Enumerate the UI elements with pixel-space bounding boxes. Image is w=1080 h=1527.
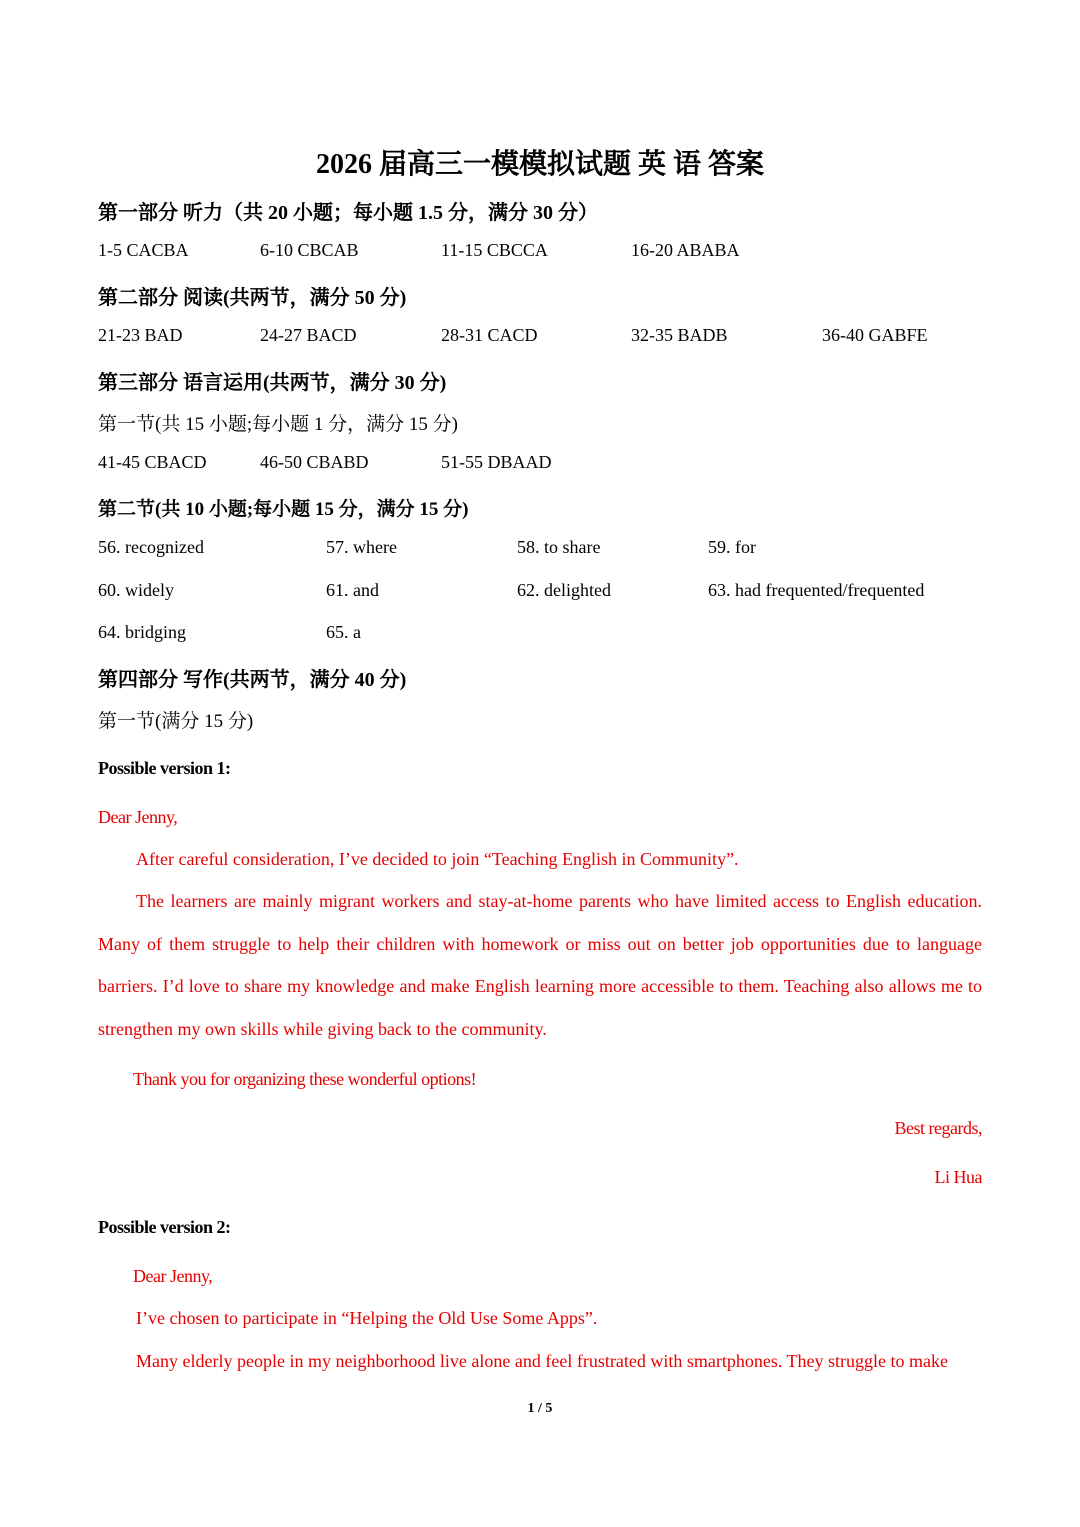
part3-section2-heading: 第二节(共 10 小题;每小题 15 分，满分 15 分)	[98, 499, 469, 520]
answer-item: 59. for	[708, 537, 756, 557]
answer-item: 57. where	[326, 537, 397, 557]
part4-section1-heading: 第一节(满分 15 分)	[98, 711, 254, 732]
answer-group: 28-31 CACD	[441, 325, 538, 345]
page-title: 2026 届高三一模模拟试题 英 语 答案	[315, 149, 764, 180]
answer-group: 16-20 ABABA	[631, 240, 740, 260]
answer-group: 51-55 DBAAD	[441, 452, 552, 472]
letter-greeting: Dear Jenny,	[98, 807, 178, 827]
part4-heading: 第四部分 写作(共两节，满分 40 分)	[98, 669, 407, 691]
version2-label: Possible version 2:	[98, 1217, 231, 1237]
answer-item: 60. widely	[98, 580, 174, 600]
answer-group: 21-23 BAD	[98, 325, 183, 345]
part2-heading: 第二部分 阅读(共两节，满分 50 分)	[98, 287, 407, 309]
answer-item: 61. and	[326, 580, 379, 600]
answer-group: 41-45 CBACD	[98, 452, 207, 472]
answer-group: 46-50 CBABD	[260, 452, 369, 472]
answer-group: 32-35 BADB	[631, 325, 728, 345]
page-number: 1 / 5	[527, 1401, 553, 1416]
letter-paragraph: Thank you for organizing these wonderful options!	[133, 1069, 477, 1089]
answer-item: 64. bridging	[98, 622, 186, 642]
answer-group: 36-40 GABFE	[822, 325, 928, 345]
answer-item: 65. a	[326, 622, 361, 642]
letter-paragraph: After careful consideration, I’ve decided to join “Teaching English in Community”.	[136, 849, 739, 869]
answer-item: 62. delighted	[517, 580, 611, 600]
letter-greeting: Dear Jenny,	[133, 1266, 213, 1286]
part3-heading: 第三部分 语言运用(共两节，满分 30 分)	[98, 372, 447, 394]
answer-item: 58. to share	[517, 537, 601, 557]
letter-paragraph: Many elderly people in my neighborhood live alone and feel frustrated with smartphones. They struggle to make	[136, 1351, 948, 1371]
letter-closing: Best regards,	[894, 1118, 982, 1138]
answer-group: 24-27 BACD	[260, 325, 357, 345]
answer-group: 6-10 CBCAB	[260, 240, 359, 260]
version1-label: Possible version 1:	[98, 758, 231, 778]
letter-paragraph: I’ve chosen to participate in “Helping the Old Use Some Apps”.	[136, 1308, 598, 1328]
answer-group: 1-5 CACBA	[98, 240, 189, 260]
part1-heading: 第一部分 听力（共 20 小题；每小题 1.5 分，满分 30 分）	[98, 202, 598, 224]
answer-item: 56. recognized	[98, 537, 204, 557]
letter-paragraph: The learners are mainly migrant workers and stay-at-home parents who have limited access to English education. Many of them struggle to help their children with homework or miss out on better job opportunities due to language barriers. I’d love to share my knowledge and make English learning more accessible to them. Teaching also allows me to strengthen my own skills while giving back to the community.	[98, 891, 982, 1039]
answer-group: 11-15 CBCCA	[441, 240, 548, 260]
part3-section1-heading: 第一节(共 15 小题;每小题 1 分，满分 15 分)	[98, 414, 458, 435]
letter-signature: Li Hua	[934, 1167, 982, 1187]
answer-item: 63. had frequented/frequented	[708, 580, 925, 600]
